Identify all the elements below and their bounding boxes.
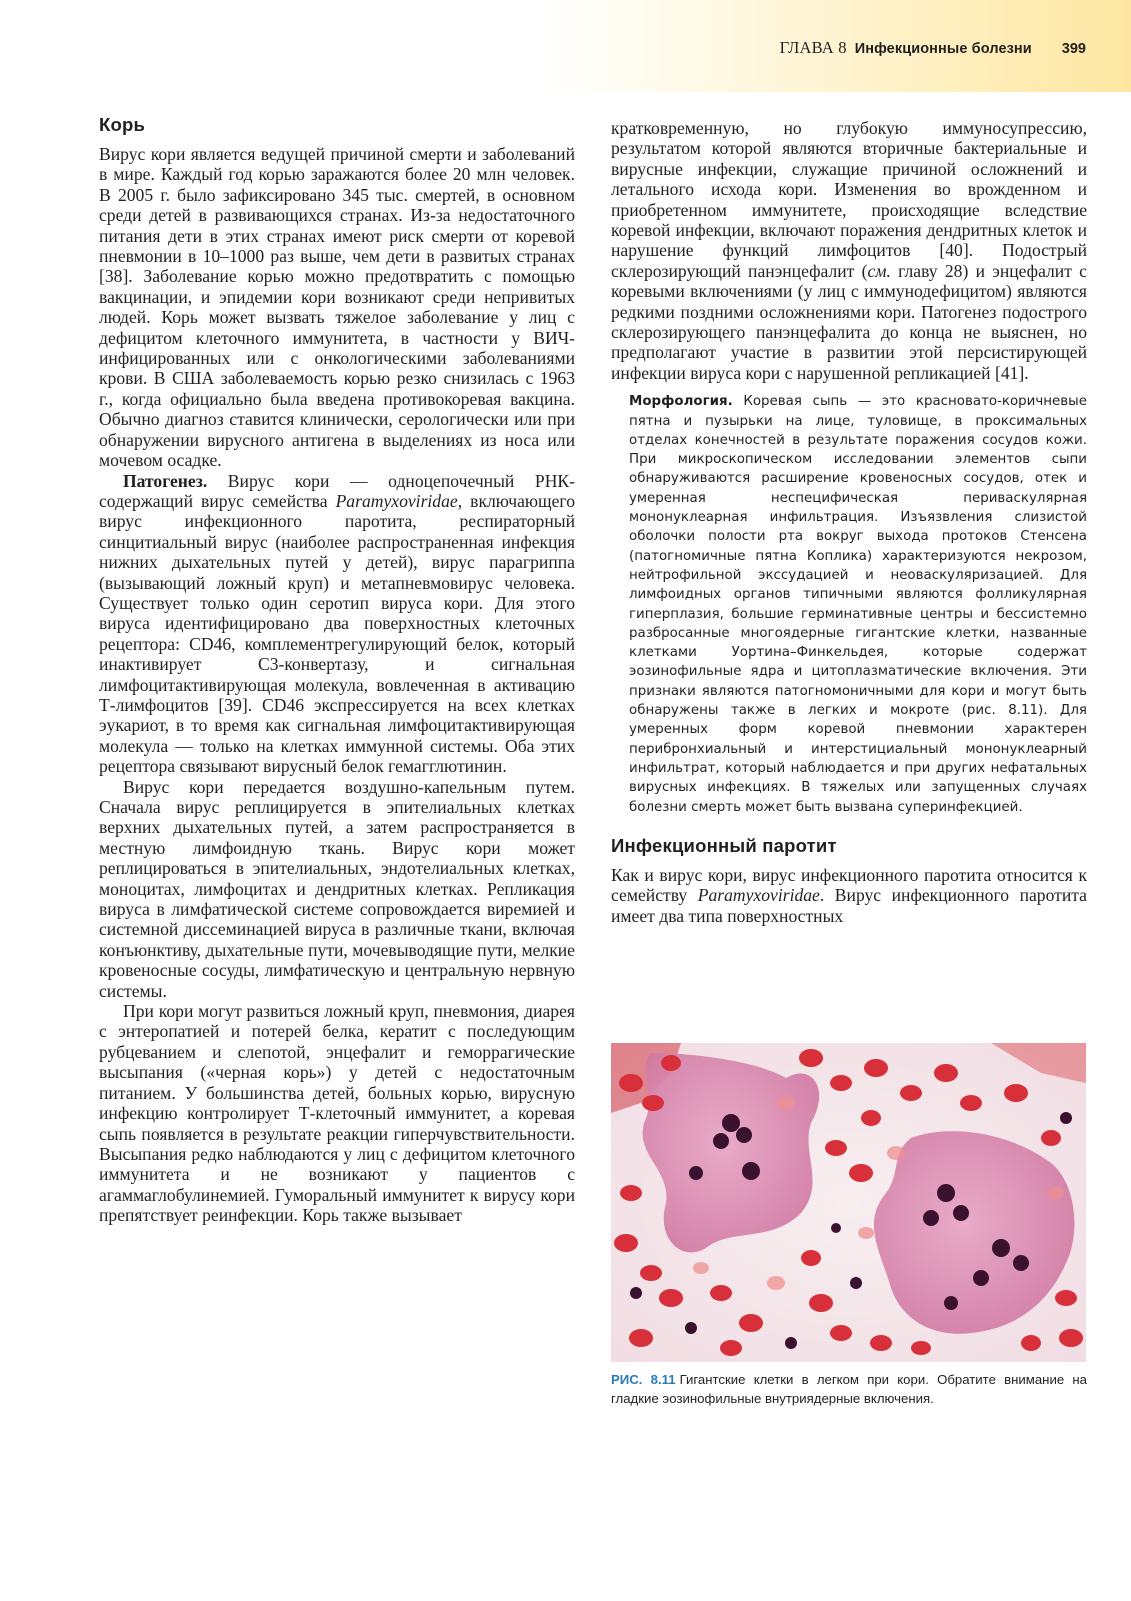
paragraph-transmission: Вирус кори передается воздушно-капельным путем. Сначала вирус реплицируется в эпителиальных клетках верхних дыхательных путей, а затем распространяется в местную лимфоидную ткань. Вирус кори может реплицироваться в эпителиальных, эндотелиальных клетках, моноцитах, лимфоцитах и дендритных клетках. Репликация вируса в лимфатической системе сопровождается виремией и системной диссеминацией вируса в различные ткани, включая конъюнктиву, дыхательные пути, мочевыводящие пути, мелкие кровеносные сосуды, лимфатическую и центральную нервную системы. [99, 776, 575, 1001]
left-column [99, 113, 575, 1226]
morphology-lead: Морфология. [629, 394, 733, 410]
immunosuppression-text-b: главу 28) и энцефалит с коревыми включениями (у лиц с иммунодефицитом) являются редкими поздними осложнениями кори. Патогенез подострого склерозирующего панэнцефалита до конца не выяснен, но предполагают участие в развитии этой персистирующей инфекции вируса кори с нарушенной репликацией [41]. [611, 260, 1087, 383]
paragraph-immunosuppression [611, 118, 1087, 383]
pathogenesis-text-a: Вирус кори — одноцепочечный РНК-содержащий вирус семейства [99, 470, 575, 511]
paragraph-pathogenesis [99, 471, 575, 777]
mumps-text-b: . Вирус инфекционного паротита имеет два типа поверхностных [611, 885, 1087, 926]
pathogenesis-text-b: , включающего вирус инфекционного паротита, респираторный синцитиальный вирус (наиболее распространенная инфекция нижних дыхательных путей у детей), вирус парагриппа (вызывающий ложный круп) и метапневмовирус человека. Существует только один серотип вируса кори. Для этого вируса идентифицировано два поверхностных клеточных рецептора: CD46, комплементрегулирующий белок, который инактивирует C3-конвертазу, и сигнальная лимфоцитактивирующая молекула, вовлеченная в активацию Т-лимфоцитов [39]. CD46 экспрессируется на всех клетках эукариот, в то время как сигнальная лимфоцитактивирующая молекула — только на клетках иммунной системы. Оба этих рецептора связывают вирусный белок гемагглютинин. [99, 490, 575, 777]
morphology-box [629, 392, 1087, 817]
chapter-title: Инфекционные болезни [854, 41, 1032, 57]
chapter-label: ГЛАВА 8 [779, 38, 847, 57]
immunosuppression-italic: см. [867, 260, 891, 281]
mumps-italic: Paramyxoviridae [697, 885, 820, 906]
pathogenesis-lead: Патогенез. [123, 470, 208, 491]
immunosuppression-text-a: кратковременную, но глубокую иммуносупрессию, результатом которой являются вторичные бактериальные и вирусные инфекции, служащие причиной осложнений и летального исхода кори. Изменения во врожденном и приобретенном иммунитете, происходящие вследствие коревой инфекции, включают поражения дендритных клеток и нарушение функций лимфоцитов [40]. Подострый склерозирующий панэнцефалит ( [611, 118, 1087, 281]
paragraph-mumps [611, 865, 1087, 926]
section-heading-mumps: Инфекционный паротит [611, 834, 837, 856]
micrograph-svg [611, 1043, 1086, 1362]
page-number: 399 [1061, 41, 1086, 57]
pathogenesis-italic: Paramyxoviridae [335, 490, 458, 511]
paragraph-complications: При кори могут развиться ложный круп, пневмония, диарея с энтеропатией и потерей белка, кератит с последующим рубцеванием и слепотой, энцефалит и геморрагические высыпания («черная корь») у детей с недостаточным питанием. У большинства детей, больных корью, вирусную инфекцию контролирует Т-клеточный иммунитет, а коревая сыпь появляется в результате реакции гиперчувствительности. Высыпания редко наблюдаются у лиц с дефицитом клеточного иммунитета и не возникают у пациентов с агаммаглобулинемией. Гуморальный иммунитет к вирусу кори препятствует реинфекции. Корь также вызывает [99, 1001, 575, 1226]
figure-caption-text: Гигантские клетки в легком при кори. Обратите внимание на гладкие эозинофильные внутриядерные включения. [611, 1372, 1087, 1407]
paragraph-intro: Вирус кори является ведущей причиной смерти и заболеваний в мире. Каждый год корью заражаются более 20 млн человек. В 2005 г. было зафиксировано 345 тыс. смертей, в основном среди детей в развивающихся странах. Из-за недостаточного питания дети в этих странах имеют риск смерти от коревой пневмонии в 10–1000 раз выше, чем дети в развитых странах [38]. Заболевание корью можно предотвратить с помощью вакцинации, и эпидемии кори возникают среди непривитых людей. Корь может вызвать тяжелое заболевание у лиц с дефицитом клеточного иммунитета, в частности у ВИЧ-инфицированных или с онкологическими заболеваниями крови. В США заболеваемость корью резко снизилась с 1963 г., когда официально была введена противокоревая вакцина. Обычно диагноз ставится клинически, серологически или при обнаружении вирусного антигена в выделениях из носа или мочевом осадке. [99, 144, 575, 471]
figure-caption [611, 1370, 1087, 1409]
micrograph-image [611, 1043, 1086, 1362]
right-column [611, 118, 1087, 926]
mumps-text-a: Как и вирус кори, вирус инфекционного паротита относится к семейству [611, 864, 1087, 906]
section-heading-measles: Корь [99, 114, 146, 135]
morphology-text: Коревая сыпь — это красновато-коричневые пятна и пузырьки на лице, туловище, в проксимальных отделах конечностей в результате поражения сосудов кожи. При микроскопическом исследовании элементов сыпи обнаруживаются расширение кровеносных сосудов, отек и умеренная неспецифическая периваскулярная мононуклеарная инфильтрация. Изъязвления слизистой оболочки полости рта вокруг выхода протоков Стенсена (патогномичные пятна Коплика) характеризуются некрозом, нейтрофильной экссудацией и неоваскуляризацией. Для лимфоидных органов типичными являются фолликулярная гиперплазия, большие герминативные центры и бессистемно разбросанные многоядерные гигантские клетки, названные клетками Уортина–Финкельдея, которые содержат эозинофильные ядра и цитоплазматические включения. Эти признаки являются патогномоничными для кори и могут быть обнаружены также в легких и мокроте (рис. 8.11). Для умеренных форм коревой пневмонии характерен перибронхиальный и интерстициальный мононуклеарный инфильтрат, который наблюдается и при других нефатальных вирусных инфекциях. В тяжелых или запущенных случаях болезни смерть может быть вызвана суперинфекцией. [629, 394, 1087, 815]
figure-label: РИС. 8.11 [611, 1372, 676, 1387]
running-head [600, 38, 1086, 59]
